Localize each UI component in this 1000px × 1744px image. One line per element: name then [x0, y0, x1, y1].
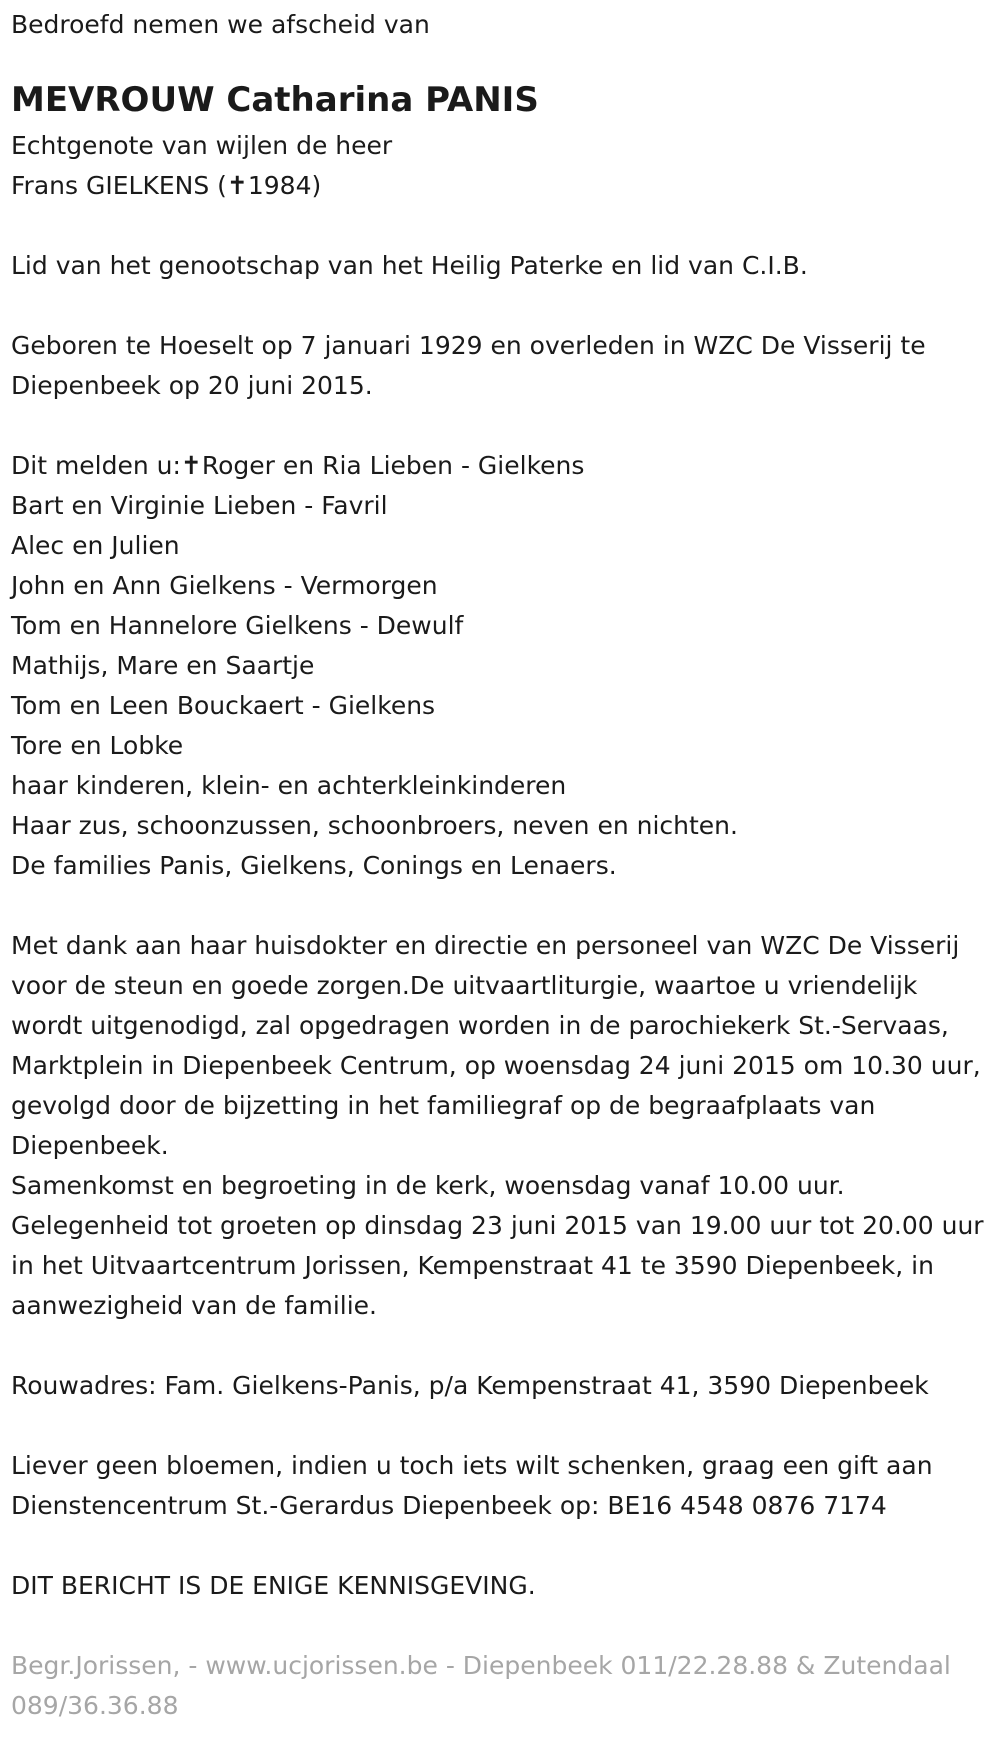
mourners-list	[11, 446, 989, 886]
spacer	[11, 206, 989, 246]
mourning-address: Rouwadres: Fam. Gielkens-Panis, p/a Kempenstraat 41, 3590 Diepenbeek	[11, 1371, 929, 1400]
mourner-line: John en Ann Gielkens - Vermorgen	[11, 571, 438, 600]
spacer	[11, 1526, 989, 1566]
spouse-line-2: Frans GIELKENS (✝1984)	[11, 171, 322, 200]
spacer	[11, 286, 989, 326]
flowers-donation-text: Liever geen bloemen, indien u toch iets wilt schenken, graag een gift aan Dienstencentrum St.-Gerardus Diepenbeek op: BE16 4548 0876 7174	[11, 1451, 933, 1520]
deceased-name: MEVROUW Catharina PANIS	[11, 80, 539, 120]
mourner-line: Tom en Hannelore Gielkens - Dewulf	[11, 611, 464, 640]
intro-text: Bedroefd nemen we afscheid van	[11, 10, 430, 39]
spacer	[11, 1606, 989, 1646]
funeral-home-footer: Begr.Jorissen, - www.ucjorissen.be - Diepenbeek 011/22.28.88 & Zutendaal 089/36.36.88	[11, 1651, 951, 1720]
spacer	[11, 406, 989, 446]
spacer	[11, 886, 989, 926]
mourner-line: haar kinderen, klein- en achterkleinkinderen	[11, 771, 567, 800]
birth-death-text: Geboren te Hoeselt op 7 januari 1929 en overleden in WZC De Visserij te Diepenbeek op 20 juni 2015.	[11, 331, 926, 400]
mourner-line: Alec en Julien	[11, 531, 180, 560]
visitation-text: Gelegenheid tot groeten op dinsdag 23 juni 2015 van 19.00 uur tot 20.00 uur in het Uitvaartcentrum Jorissen, Kempenstraat 41 te 3590 Diepenbeek, in aanwezigheid van de familie.	[11, 1211, 984, 1320]
mourner-line: Tom en Leen Bouckaert - Gielkens	[11, 691, 436, 720]
gathering-text: Samenkomst en begroeting in de kerk, woensdag vanaf 10.00 uur.	[11, 1171, 845, 1200]
spouse-line-1: Echtgenote van wijlen de heer	[11, 131, 393, 160]
spacer	[11, 1406, 989, 1446]
notice-text: DIT BERICHT IS DE ENIGE KENNISGEVING.	[11, 1571, 536, 1600]
mourner-line: Dit melden u:✝Roger en Ria Lieben - Gielkens	[11, 451, 585, 480]
membership-text: Lid van het genootschap van het Heilig Paterke en lid van C.I.B.	[11, 251, 808, 280]
thanks-funeral-text: Met dank aan haar huisdokter en directie en personeel van WZC De Visserij voor de steun en goede zorgen.De uitvaartliturgie, waartoe u vriendelijk wordt uitgenodigd, zal opgedragen worden in de parochiekerk St.-Servaas, Marktplein in Diepenbeek Centrum, op woensdag 24 juni 2015 om 10.30 uur, gevolgd door de bijzetting in het familiegraf op de begraafplaats van Diepenbeek.	[11, 931, 981, 1160]
mourner-line: De families Panis, Gielkens, Conings en Lenaers.	[11, 851, 617, 880]
mourner-line: Bart en Virginie Lieben - Favril	[11, 491, 388, 520]
spacer	[11, 1326, 989, 1366]
mourner-line: Tore en Lobke	[11, 731, 184, 760]
mourner-line: Haar zus, schoonzussen, schoonbroers, neven en nichten.	[11, 811, 738, 840]
mourner-line: Mathijs, Mare en Saartje	[11, 651, 315, 680]
